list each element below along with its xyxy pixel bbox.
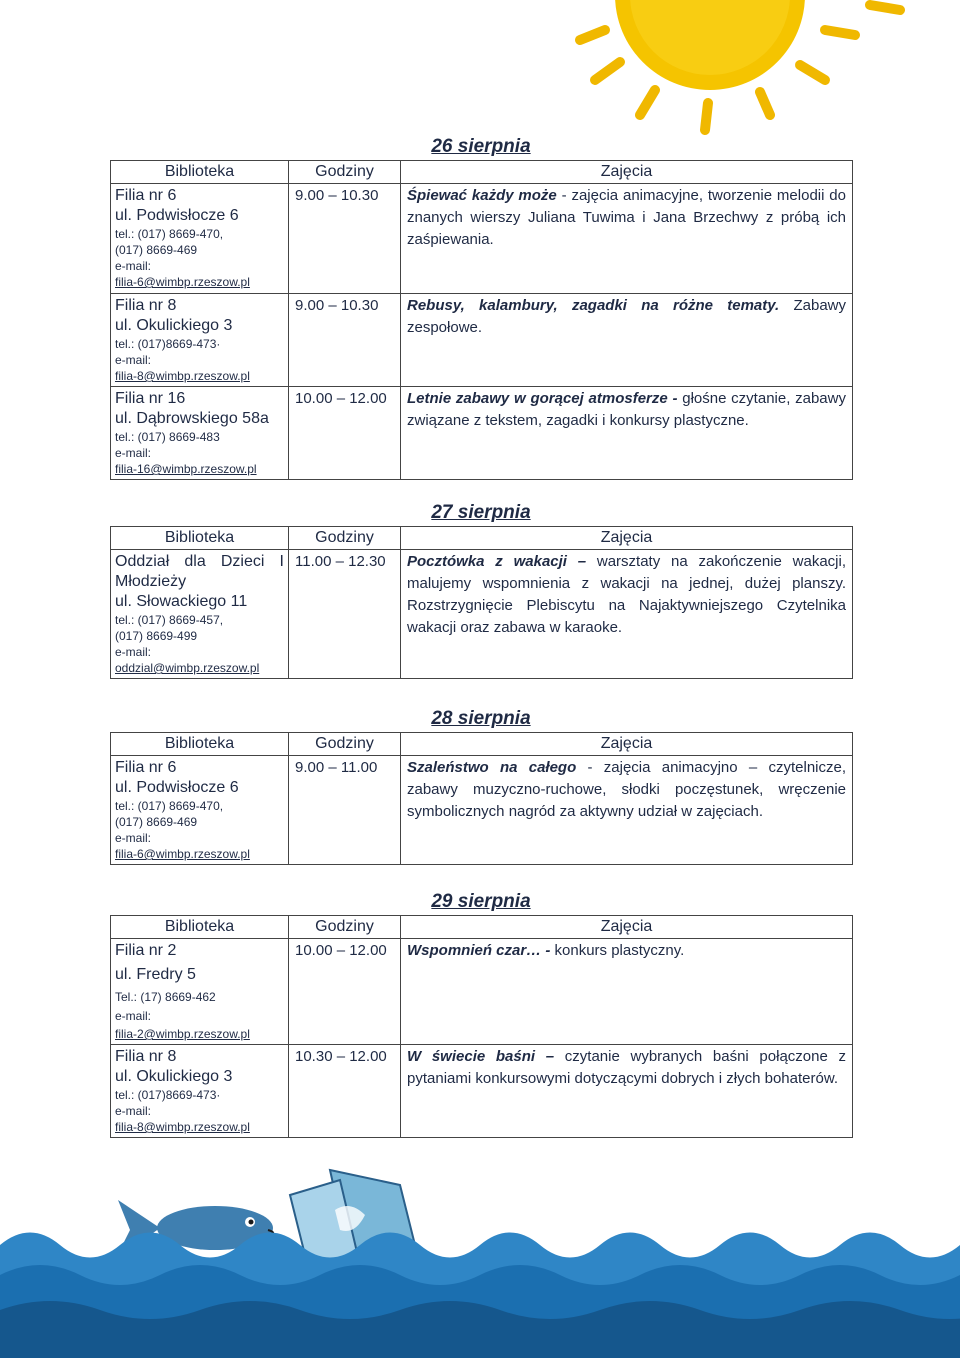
day-title: 27 sierpnia xyxy=(431,502,531,523)
library-phone-2: (017) 8669-499 xyxy=(115,629,198,643)
library-phone: tel.: (017) 8669-470, xyxy=(115,227,224,241)
activity-text: konkurs plastyczny. xyxy=(550,942,685,959)
hours-cell: 11.00 – 12.30 xyxy=(289,550,401,679)
header-library: Biblioteka xyxy=(111,916,289,939)
header-row xyxy=(111,161,853,184)
email-label: e-mail: xyxy=(115,446,152,460)
library-name: Filia nr 8 xyxy=(115,297,177,314)
library-name: Oddział dla Dzieci I Młodzieży xyxy=(115,553,284,590)
table-row xyxy=(111,1045,853,1138)
header-activities: Zajęcia xyxy=(401,527,853,550)
library-name: Filia nr 6 xyxy=(115,187,177,204)
hours-cell: 10.00 – 12.00 xyxy=(289,387,401,480)
library-cell xyxy=(111,550,289,679)
library-phone: tel.: (017)8669-473· xyxy=(115,1088,221,1102)
table-row xyxy=(111,756,853,865)
hours-cell: 9.00 – 11.00 xyxy=(289,756,401,865)
library-cell xyxy=(111,939,289,1045)
hours-cell: 9.00 – 10.30 xyxy=(289,294,401,387)
sun-illustration xyxy=(560,0,960,140)
header-row xyxy=(111,733,853,756)
email-link[interactable]: filia-8@wimbp.rzeszow.pl xyxy=(115,369,250,383)
activity-title: Wspomnień czar… - xyxy=(407,942,551,959)
activity-cell xyxy=(401,550,853,679)
activity-text: - zajęcia animacyjno – czytelnicze, zabawy muzyczno-ruchowe, słodki poczęstunek, wręczenie symbolicznych nagród za aktywny udział w zajęciach. xyxy=(407,759,847,820)
table-row xyxy=(111,387,853,480)
library-phone: tel.: (017) 8669-457, xyxy=(115,613,224,627)
schedule-table xyxy=(110,915,853,1138)
library-cell xyxy=(111,184,289,294)
day-title: 26 sierpnia xyxy=(431,136,531,157)
header-hours: Godziny xyxy=(289,527,401,550)
activity-title: Śpiewać każdy może xyxy=(407,187,557,204)
library-street: ul. Podwisłocze 6 xyxy=(115,207,239,224)
library-street: ul. Fredry 5 xyxy=(115,966,196,983)
activity-cell xyxy=(401,939,853,1045)
day-section-29 xyxy=(110,889,852,1138)
library-cell xyxy=(111,1045,289,1138)
table-row xyxy=(111,294,853,387)
email-link[interactable]: filia-6@wimbp.rzeszow.pl xyxy=(115,275,250,289)
table-row xyxy=(111,939,853,1045)
day-title: 28 sierpnia xyxy=(431,708,531,729)
activity-text: czytanie wybranych baśni połączone z pytaniami konkursowymi dotyczącymi dobrych i złych bohaterów. xyxy=(407,1048,846,1087)
email-label: e-mail: xyxy=(115,1104,152,1118)
library-street: ul. Okulickiego 3 xyxy=(115,1068,233,1085)
library-name: Filia nr 6 xyxy=(115,759,177,776)
library-name: Filia nr 16 xyxy=(115,390,186,407)
activity-text: głośne czytanie, zabawy związane z tekstem, zagadki i konkursy plastyczne. xyxy=(407,390,846,429)
library-cell xyxy=(111,756,289,865)
schedule-table xyxy=(110,160,853,480)
header-row xyxy=(111,916,853,939)
header-library: Biblioteka xyxy=(111,733,289,756)
table-row xyxy=(111,184,853,294)
activity-cell xyxy=(401,294,853,387)
library-street: ul. Podwisłocze 6 xyxy=(115,779,239,796)
day-section-27 xyxy=(110,500,852,679)
library-phone: tel.: (017) 8669-470, xyxy=(115,799,224,813)
header-hours: Godziny xyxy=(289,916,401,939)
hours-cell: 10.30 – 12.00 xyxy=(289,1045,401,1138)
email-label: e-mail: xyxy=(115,1009,152,1023)
email-link[interactable]: oddzial@wimbp.rzeszow.pl xyxy=(115,661,260,675)
table-row xyxy=(111,550,853,679)
activity-text: Zabawy zespołowe. xyxy=(407,297,846,336)
activity-title: Rebusy, kalambury, zagadki na różne tematy. xyxy=(407,297,780,314)
header-activities: Zajęcia xyxy=(401,916,853,939)
header-row xyxy=(111,527,853,550)
activity-title: Pocztówka z wakacji – xyxy=(407,553,587,570)
activity-cell xyxy=(401,1045,853,1138)
day-section-26 xyxy=(110,134,852,480)
email-label: e-mail: xyxy=(115,353,152,367)
activity-text: - zajęcia animacyjne, tworzenie melodii do znanych wierszy Juliana Tuwima i Jana Brzechwy z próbą ich zaśpiewania. xyxy=(407,187,846,248)
email-link[interactable]: filia-6@wimbp.rzeszow.pl xyxy=(115,847,250,861)
library-phone: tel.: (017)8669-473· xyxy=(115,337,221,351)
email-link[interactable]: filia-8@wimbp.rzeszow.pl xyxy=(115,1120,250,1134)
schedule-table xyxy=(110,732,853,865)
header-hours: Godziny xyxy=(289,733,401,756)
day-title: 29 sierpnia xyxy=(431,891,531,912)
header-activities: Zajęcia xyxy=(401,161,853,184)
library-cell xyxy=(111,294,289,387)
hours-cell: 10.00 – 12.00 xyxy=(289,939,401,1045)
activity-title: Szaleństwo na całego xyxy=(407,759,577,776)
hours-cell: 9.00 – 10.30 xyxy=(289,184,401,294)
waves-illustration xyxy=(0,1150,960,1358)
email-label: e-mail: xyxy=(115,645,152,659)
library-name: Filia nr 8 xyxy=(115,1048,177,1065)
activity-title: Letnie zabawy w gorącej atmosferze - xyxy=(407,390,678,407)
library-phone: tel.: (017) 8669-483 xyxy=(115,430,220,444)
activity-cell xyxy=(401,756,853,865)
email-link[interactable]: filia-2@wimbp.rzeszow.pl xyxy=(115,1027,250,1041)
header-library: Biblioteka xyxy=(111,527,289,550)
activity-text: warsztaty na zakończenie wakacji, malujemy wspomnienia z wakacji na jednej, dużej planszy. Rozstrzygnięcie Plebiscytu na Najaktywniejszego Czytelnika wakacji oraz zabawa w karaoke. xyxy=(407,553,846,636)
library-street: ul. Dąbrowskiego 58a xyxy=(115,410,269,427)
activity-title: W świecie baśni – xyxy=(407,1048,555,1065)
library-street: ul. Słowackiego 11 xyxy=(115,593,248,610)
library-phone-2: (017) 8669-469 xyxy=(115,243,198,257)
library-street: ul. Okulickiego 3 xyxy=(115,317,233,334)
header-activities: Zajęcia xyxy=(401,733,853,756)
schedule-table xyxy=(110,526,853,679)
email-link[interactable]: filia-16@wimbp.rzeszow.pl xyxy=(115,462,257,476)
library-cell xyxy=(111,387,289,480)
library-phone-2: (017) 8669-469 xyxy=(115,815,198,829)
header-hours: Godziny xyxy=(289,161,401,184)
day-section-28 xyxy=(110,706,852,865)
email-label: e-mail: xyxy=(115,831,152,845)
email-label: e-mail: xyxy=(115,259,152,273)
activity-cell xyxy=(401,387,853,480)
library-phone: Tel.: (17) 8669-462 xyxy=(115,990,216,1004)
header-library: Biblioteka xyxy=(111,161,289,184)
activity-cell xyxy=(401,184,853,294)
library-name: Filia nr 2 xyxy=(115,942,177,959)
